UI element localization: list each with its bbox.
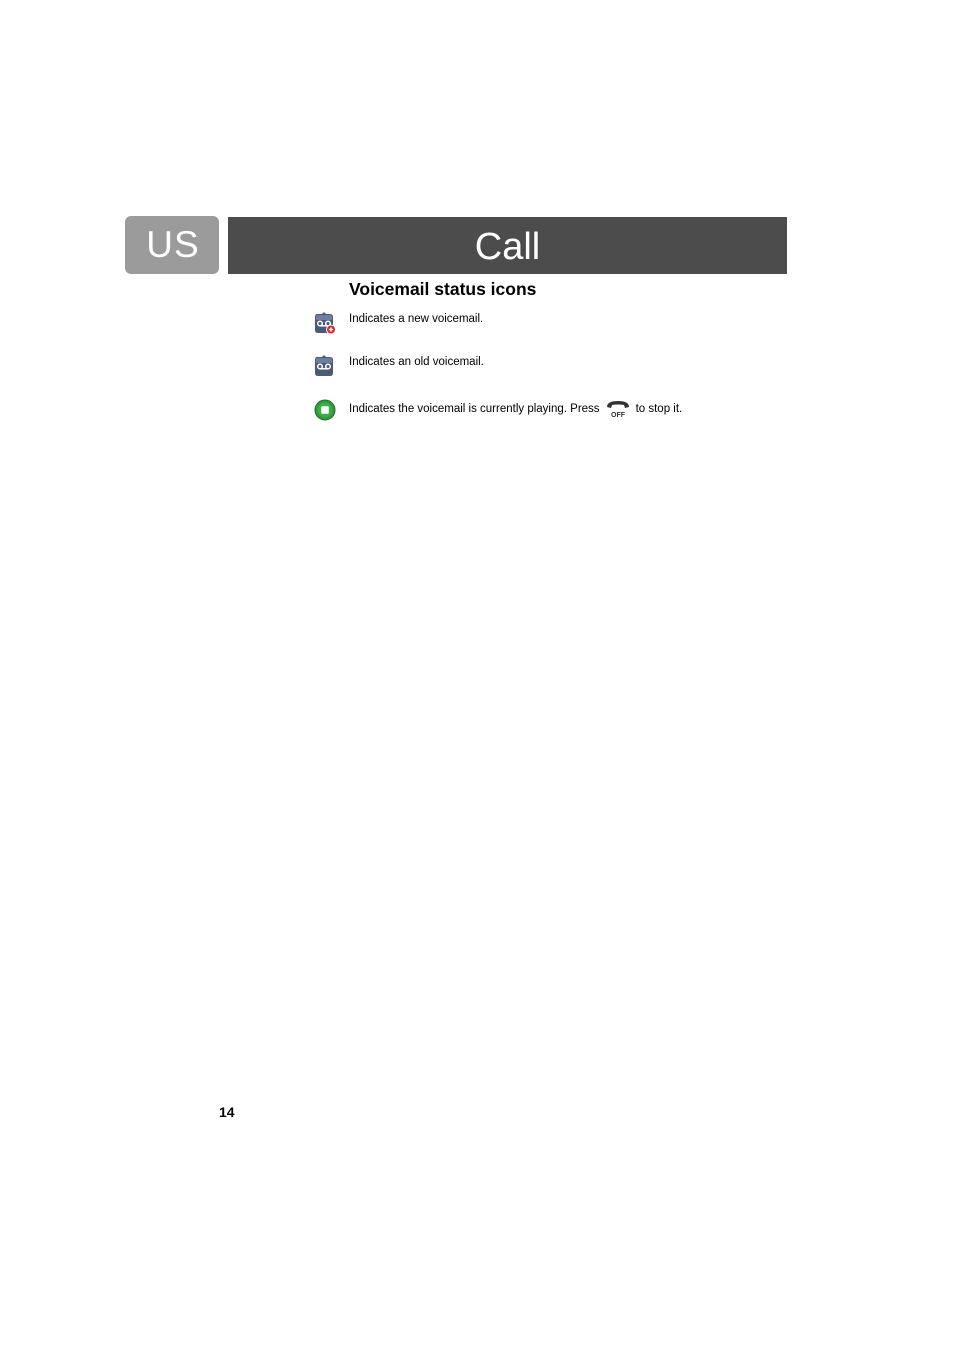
- playing-text-before: Indicates the voicemail is currently playing. Press: [349, 403, 600, 415]
- voicemail-playing-icon: [312, 397, 338, 423]
- list-item-old-voicemail: [312, 354, 732, 380]
- section-heading: Voicemail status icons: [349, 279, 537, 299]
- off-key-label: OFF: [610, 412, 625, 419]
- language-tab-label: US: [146, 224, 200, 265]
- list-item-new-voicemail: [312, 311, 732, 337]
- off-key-icon: [604, 399, 632, 419]
- page-number: 14: [219, 1104, 235, 1120]
- chapter-title-bar: [228, 217, 787, 274]
- new-voicemail-icon: [312, 311, 338, 337]
- playing-text-after: to stop it.: [635, 403, 683, 415]
- old-voicemail-description: Indicates an old voicemail.: [349, 356, 484, 368]
- list-item-voicemail-playing: [312, 397, 732, 423]
- chapter-title: Call: [474, 226, 541, 268]
- voicemail-playing-description: [349, 399, 682, 419]
- old-voicemail-icon: [312, 354, 338, 380]
- new-voicemail-description: Indicates a new voicemail.: [349, 313, 484, 325]
- language-tab: [125, 216, 219, 274]
